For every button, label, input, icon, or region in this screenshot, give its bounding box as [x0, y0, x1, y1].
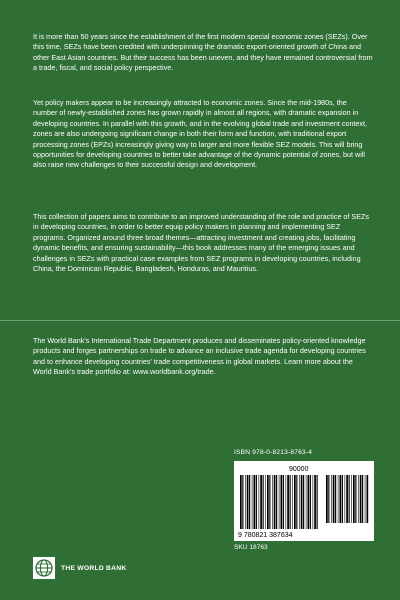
world-bank-logo	[33, 557, 126, 579]
barcode	[234, 461, 374, 541]
sku-number: SKU 18763	[234, 544, 268, 551]
barcode-graphic	[234, 461, 374, 541]
addon-barcode-bars	[326, 475, 368, 523]
world-bank-globe-icon	[33, 557, 55, 579]
barcode-main-digits: 9 780821 387634	[238, 532, 293, 539]
publisher-name: THE WORLD BANK	[61, 564, 127, 572]
book-summary-paragraph: This collection of papers aims to contribute to an improved understanding of the role and practice of SEZs in developing countries, in order to better equip policy makers in planning and implementing SEZ programs. Organized around three broad themes—attracting investment and creating jobs, facilitating dynamic benefits, and ensuring sustainability—this book addresses many of the emerging issues and challenges in SEZs with practical case examples from SEZ programs in developing countries, including China, the Dominican Republic, Bangladesh, Honduras, and Mauritius.	[33, 212, 369, 274]
intro-paragraph: It is more than 50 years since the establishment of the first modern special economic zones (SEZs). Over this time, SEZs have been credited with underpinning the dramatic export-oriented growth of China and other East Asian countries. But their success has been uneven, and they have remained controversial from a trade, fiscal, and social policy perspective.	[33, 32, 373, 73]
department-paragraph: The World Bank's International Trade Department produces and disseminates policy-oriented knowledge products and forges partnerships on trade to advance an inclusive trade agenda for developing countries and to enhance developing countries' trade competitiveness in global markets. Learn more about the World Bank's trade portfolio at: www.worldbank.org/trade.	[33, 336, 366, 377]
barcode-addon-digits: 90000	[289, 466, 309, 473]
main-barcode-bars	[240, 475, 318, 529]
growth-paragraph: Yet policy makers appear to be increasingly attracted to economic zones. Since the mid-1980s, the number of newly-established zones has grown rapidly in almost all regions, with dramatic expansion in developing countries. In parallel with this growth, and in the evolving global trade and investment context, zones are also undergoing significant change in both their form and function, with traditional export processing zones (EPZs) increasingly giving way to larger and more flexible SEZ models. This will bring opportunities for developing countries to better take advantage of the dynamic potential of zones, but will also raise new challenges to their successful design and development.	[33, 98, 368, 170]
isbn-number: ISBN 978-0-8213-8763-4	[234, 449, 313, 456]
section-divider	[0, 320, 400, 321]
